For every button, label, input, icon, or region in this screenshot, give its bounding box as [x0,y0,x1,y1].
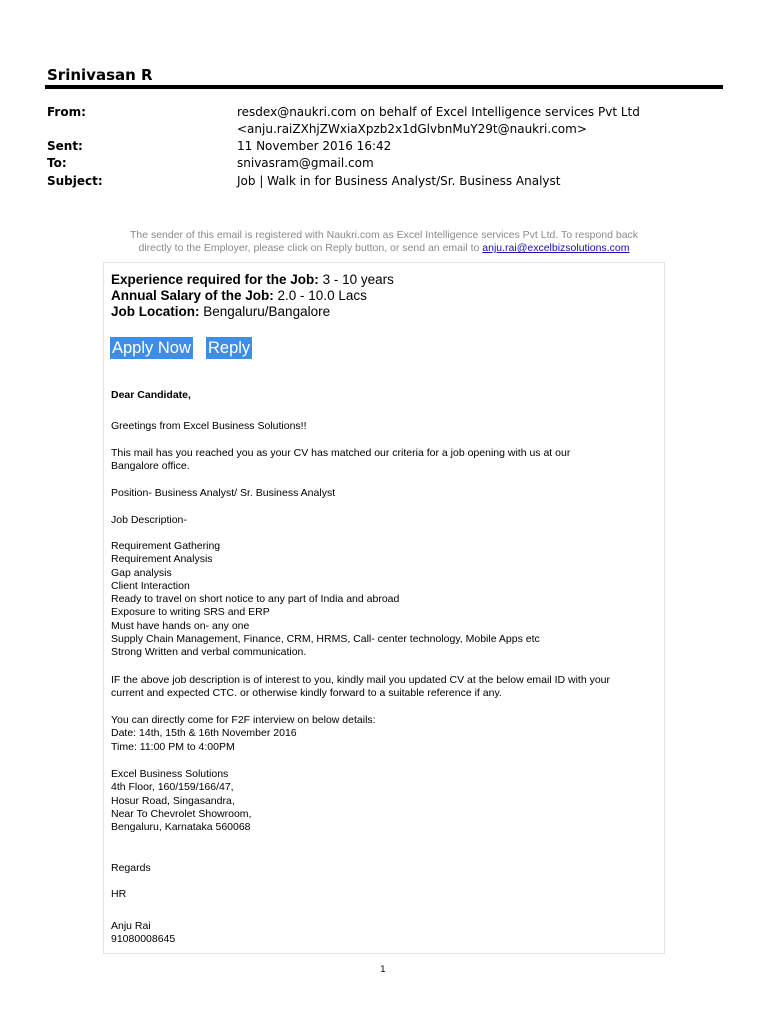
job-description-list [111,540,656,660]
list-item: Requirement Gathering [111,540,221,552]
job-description-heading: Job Description- [111,514,187,526]
page-number: 1 [380,965,386,975]
interview-line1: You can directly come for F2F interview on below details: [111,714,376,726]
notice-line2 [104,242,664,255]
greeting-paragraph: Greetings from Excel Business Solutions!! [111,420,307,432]
subject-label: Subject: [47,174,103,188]
to-label: To: [47,156,67,170]
from-value-line2: <anju.raiZXhjZWxiaXpzb2x1dGlvbnMuY29t@naukri.com> [237,122,587,136]
interest-line2: current and expected CTC. or otherwise kindly forward to a suitable reference if any. [111,687,502,700]
from-value-line1: resdex@naukri.com on behalf of Excel Intelligence services Pvt Ltd [237,105,640,119]
subject-value: Job | Walk in for Business Analyst/Sr. Business Analyst [237,174,561,188]
salary-label: Annual Salary of the Job: [111,288,274,303]
signer-name: Anju Rai [111,920,151,932]
intro-paragraph [111,447,656,474]
interview-time: Time: 11:00 PM to 4:00PM [111,740,235,753]
signer [111,920,656,947]
salary-value: 2.0 - 10.0 Lacs [273,288,367,303]
sent-value: 11 November 2016 16:42 [237,139,392,153]
interview-details [111,714,656,754]
location-line [111,304,330,319]
interest-line1: IF the above job description is of interest to you, kindly mail you updated CV at the below email ID with your [111,674,611,686]
from-label: From: [47,105,86,119]
employer-email-link[interactable]: anju.rai@excelbizsolutions.com [482,242,630,254]
notice-line1: The sender of this email is registered with Naukri.com as Excel Intelligence services Pvt Ltd. To respond back [129,229,639,241]
list-item: Ready to travel on short notice to any part of India and abroad [111,593,400,606]
address-line: Near To Chevrolet Showroom, [111,807,252,820]
to-value: snivasram@gmail.com [237,156,374,170]
signoff-hr: HR [111,888,127,900]
address-line: Excel Business Solutions [111,768,229,780]
list-item: Gap analysis [111,566,172,579]
list-item: Exposure to writing SRS and ERP [111,606,270,619]
experience-value: 3 - 10 years [318,272,394,287]
list-item: Must have hands on- any one [111,619,250,632]
apply-now-button[interactable]: Apply Now [112,339,191,357]
position-line: Position- Business Analyst/ Sr. Business Analyst [111,487,336,499]
document-owner: Srinivasan R [47,66,153,84]
greeting: Dear Candidate, [111,389,191,401]
sent-label: Sent: [47,139,83,153]
intro-line2: Bangalore office. [111,460,190,473]
header-rule [45,85,723,89]
company-address [111,768,656,834]
experience-label: Experience required for the Job: [111,272,319,287]
regards: Regards [111,862,151,874]
list-item: Supply Chain Management, Finance, CRM, HRMS, Call- center technology, Mobile Apps etc [111,633,540,646]
notice-line2-text: directly to the Employer, please click on Reply button, or send an email to [138,242,480,254]
interview-date: Date: 14th, 15th & 16th November 2016 [111,727,297,740]
location-value: Bengaluru/Bangalore [199,304,331,319]
address-line: Bengaluru, Karnataka 560068 [111,821,251,834]
sender-notice [104,229,664,255]
list-item: Client Interaction [111,579,190,592]
interest-paragraph [111,674,656,701]
salary-line [111,288,367,303]
list-item: Requirement Analysis [111,553,213,566]
intro-line1: This mail has you reached you as your CV has matched our criteria for a job opening with us at our [111,447,571,459]
reply-button[interactable]: Reply [208,339,251,357]
experience-line [111,272,394,287]
location-label: Job Location: [111,304,200,319]
address-line: Hosur Road, Singasandra, [111,794,235,807]
list-item: Strong Written and verbal communication. [111,646,307,659]
address-line: 4th Floor, 160/159/166/47, [111,781,234,794]
signer-phone: 91080008645 [111,933,176,946]
